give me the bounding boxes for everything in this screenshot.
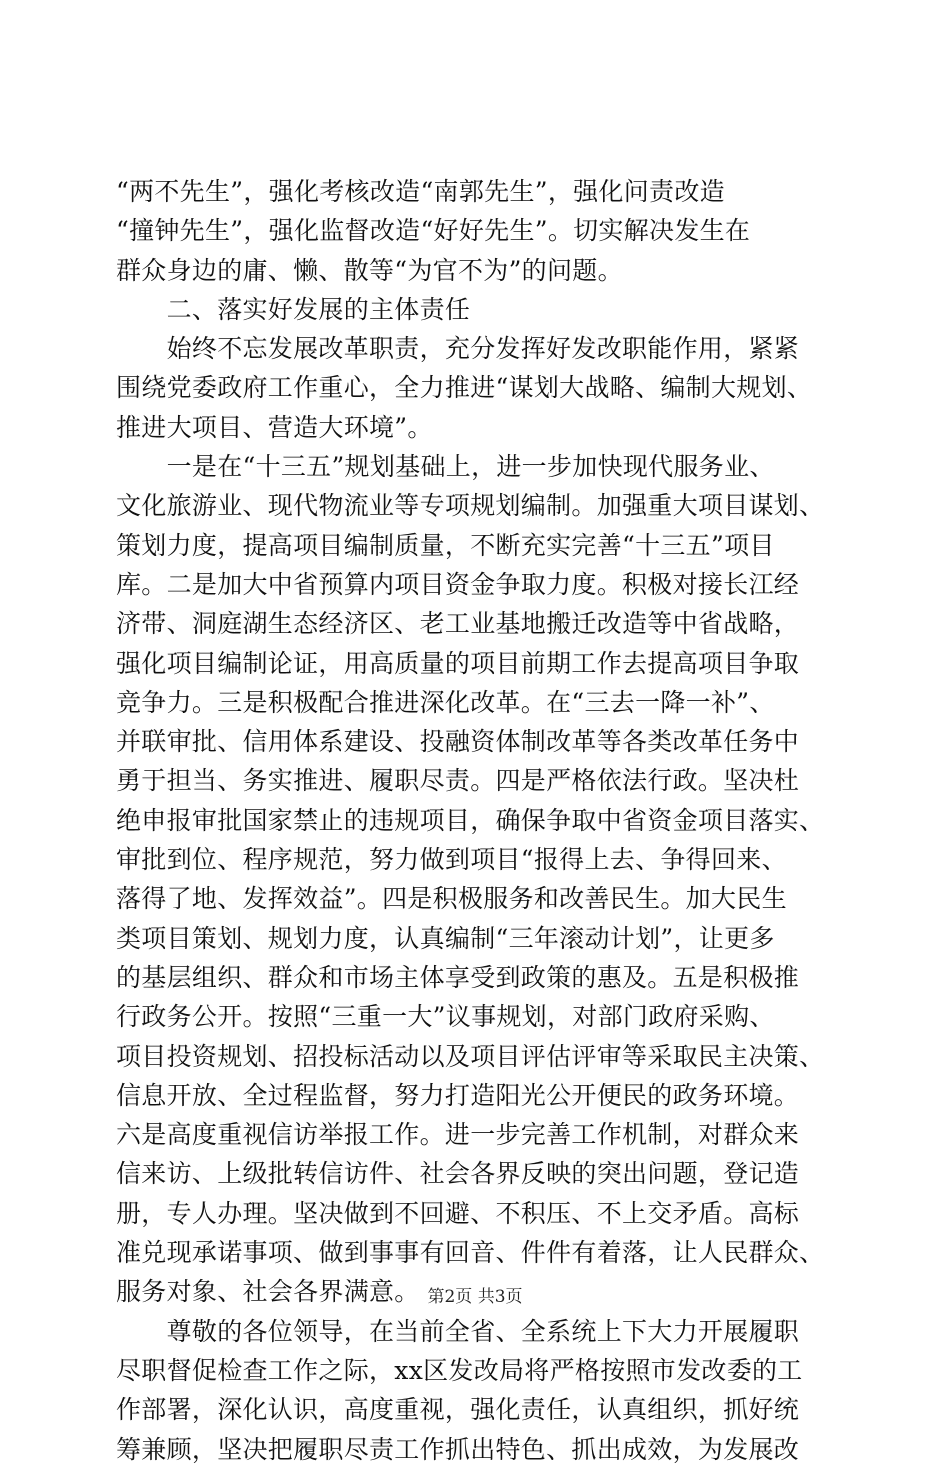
text-line: 勇于担当、务实推进、履职尽责。四是严格依法行政。坚决杜 [116,766,800,796]
text-line: 落得了地、发挥效益”。四是积极服务和改善民生。加大民生 [116,884,787,914]
text-line: 围绕党委政府工作重心，全力推进“谋划大战略、编制大规划、 [116,373,813,403]
text-line: 策划力度，提高项目编制质量，不断充实完善“十三五”项目 [116,530,775,560]
text-line: 类项目策划、规划力度，认真编制“三年滚动计划”，让更多 [116,923,775,953]
text-line: 信息开放、全过程监督，努力打造阳光公开便民的政务环境。 [116,1080,800,1110]
text-line: 竞争力。三是积极配合推进深化改革。在“三去一降一补”、 [116,687,775,717]
text-line: 信来访、上级批转信访件、社会各界反映的突出问题，登记造 [116,1159,800,1189]
text-line: 的基层组织、群众和市场主体享受到政策的惠及。五是积极推 [116,962,800,992]
text-line: 尽职督促检查工作之际，xx区发改局将严格按照市发改委的工 [116,1355,803,1385]
text-line: “撞钟先生”，强化监督改造“好好先生”。切实解决发生在 [116,216,751,246]
text-line: 六是高度重视信访举报工作。进一步完善工作机制，对群众来 [116,1120,800,1150]
text-line: 一是在“十三五”规划基础上，进一步加快现代服务业、 [116,452,775,482]
text-line: 行政务公开。按照“三重一大”议事规划，对部门政府采购、 [116,1002,775,1032]
text-line: 库。二是加大中省预算内项目资金争取力度。积极对接长江经 [116,569,800,599]
text-line: 审批到位、程序规范，努力做到项目“报得上去、争得回来、 [116,845,787,875]
text-line: “两不先生”，强化考核改造“南郭先生”，强化问责改造 [116,177,725,206]
text-line: 始终不忘发展改革职责，充分发挥好发改职能作用，紧紧 [116,334,800,364]
text-line: 群众身边的庸、懒、散等“为官不为”的问题。 [116,255,623,285]
text-line: 册，专人办理。坚决做到不回避、不积压、不上交矛盾。高标 [116,1198,800,1228]
text-line: 绝申报审批国家禁止的违规项目，确保争取中省资金项目落实、 [116,805,825,835]
text-line: 服务对象、社会各界满意。 [116,1277,420,1307]
text-line: 推进大项目、营造大环境”。 [116,412,433,442]
text-line: 作部署，深化认识，高度重视，强化责任，认真组织，抓好统 [116,1395,800,1425]
text-line: 强化项目编制论证，用高质量的项目前期工作去提高项目争取 [116,648,800,678]
text-line: 济带、洞庭湖生态经济区、老工业基地搬迁改造等中省战略， [116,609,800,639]
text-line: 并联审批、信用体系建设、投融资体制改革等各类改革任务中 [116,727,800,757]
text-line: 尊敬的各位领导，在当前全省、全系统上下大力开展履职 [116,1316,800,1346]
text-line: 文化旅游业、现代物流业等专项规划编制。加强重大项目谋划、 [116,491,825,521]
text-line: 准兑现承诺事项、做到事事有回音、件件有着落，让人民群众、 [116,1238,825,1268]
text-line: 二、落实好发展的主体责任 [116,294,471,324]
text-line: 筹兼顾，坚决把履职尽责工作抓出特色、抓出成效，为发展改 [116,1434,800,1464]
page-footer: 第2页 共3页 [427,1287,523,1307]
body-text [116,172,846,1469]
text-line: 项目投资规划、招投标活动以及项目评估评审等采取民主决策、 [116,1041,825,1071]
